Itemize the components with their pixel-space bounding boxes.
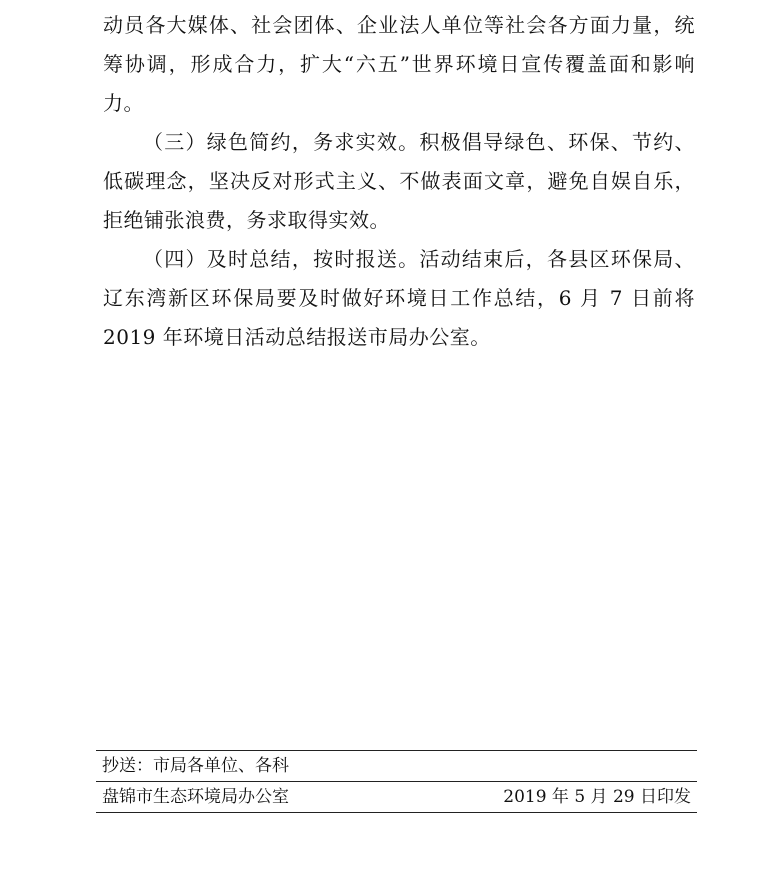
paragraph-section-three: （三）绿色简约，务求实效。积极倡导绿色、环保、节约、低碳理念，坚决反对形式主义、不做表面文章，避免自娱自乐，拒绝铺张浪费，务求取得实效。 [103,130,695,232]
issuer-line [96,782,697,812]
cc-line: 抄送：市局各单位、各科 [102,756,289,776]
issuer-name: 盘锦市生态环境局办公室 [102,787,289,807]
issue-date: 2019 年 5 月 29 日印发 [503,787,691,807]
paragraph-continuation: 动员各大媒体、社会团体、企业法人单位等社会各方面力量，统筹协调，形成合力，扩大“六五”世界环境日宣传覆盖面和影响力。 [103,13,695,115]
document-footer [96,750,697,813]
footer-bottom-rule [96,812,697,813]
paragraph-section-four: （四）及时总结，按时报送。活动结束后，各县区环保局、辽东湾新区环保局要及时做好环境日工作总结，6 月 7 日前将 2019 年环境日活动总结报送市局办公室。 [103,247,695,349]
document-body [103,6,695,357]
